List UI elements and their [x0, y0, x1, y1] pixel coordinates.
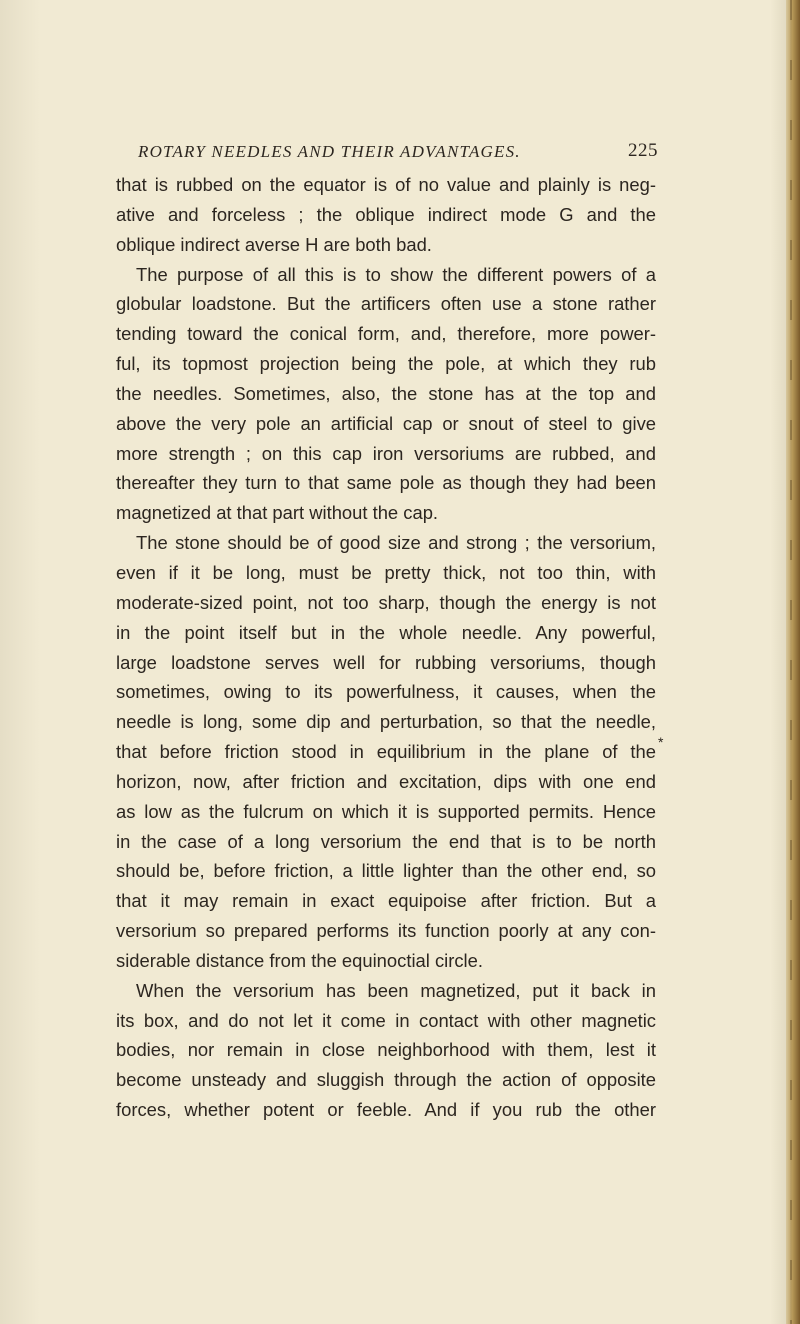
- text-line: that it may remain in exact equipoise after friction. But a: [116, 890, 656, 912]
- body-text: [116, 170, 656, 1125]
- text-line: the needles. Sometimes, also, the stone has at the top and: [116, 382, 656, 404]
- text-line: tending toward the conical form, and, therefore, more power-: [116, 323, 656, 345]
- text-line: even if it be long, must be pretty thick, not too thin, with: [116, 561, 656, 583]
- page-number: 225: [628, 140, 658, 161]
- text-line: in the point itself but in the whole needle. Any powerful,: [116, 621, 656, 643]
- text-line: versorium so prepared performs its function poorly at any con-: [116, 920, 656, 942]
- text-line: forces, whether potent or feeble. And if you rub the other: [116, 1099, 656, 1121]
- text-line: The purpose of all this is to show the different powers of a: [136, 263, 656, 285]
- text-line: as low as the fulcrum on which it is supported permits. Hence: [116, 800, 656, 822]
- text-line: sometimes, owing to its powerfulness, it causes, when the: [116, 681, 656, 703]
- text-line: thereafter they turn to that same pole as though they had been: [116, 472, 656, 494]
- text-line: ful, its topmost projection being the pole, at which they rub: [116, 353, 656, 375]
- text-line: needle is long, some dip and perturbation, so that the needle,: [116, 711, 656, 733]
- text-line: more strength ; on this cap iron versoriums are rubbed, and: [116, 442, 656, 464]
- running-head-title: ROTARY NEEDLES AND THEIR ADVANTAGES.: [138, 142, 521, 161]
- text-line: large loadstone serves well for rubbing versoriums, though: [116, 651, 656, 673]
- text-line: moderate-sized point, not too sharp, though the energy is not: [116, 591, 656, 613]
- text-line: The stone should be of good size and strong ; the versorium,: [136, 532, 656, 554]
- text-line: should be, before friction, a little lighter than the other end, so: [116, 860, 656, 882]
- text-line: that is rubbed on the equator is of no value and plainly is neg-: [116, 174, 656, 195]
- text-line: bodies, nor remain in close neighborhood with them, lest it: [116, 1039, 656, 1061]
- text-line: above the very pole an artificial cap or snout of steel to give: [116, 412, 656, 434]
- text-line: siderable distance from the equinoctial circle.: [116, 949, 483, 971]
- text-line: become unsteady and sluggish through the action of opposite: [116, 1069, 656, 1091]
- text-line: that before friction stood in equilibrium in the plane of the: [116, 741, 656, 763]
- text-line: globular loadstone. But the artificers often use a stone rather: [116, 293, 656, 315]
- text-line: its box, and do not let it come in contact with other magnetic: [116, 1009, 656, 1031]
- text-line: magnetized at that part without the cap.: [116, 502, 439, 524]
- text-line: ative and forceless ; the oblique indirect mode G and the: [116, 203, 656, 225]
- book-page-edge: [786, 0, 800, 1324]
- text-line: When the versorium has been magnetized, put it back in: [136, 979, 656, 1001]
- text-line: horizon, now, after friction and excitation, dips with one end: [116, 770, 656, 792]
- text-line: oblique indirect averse H are both bad.: [116, 233, 432, 255]
- text-line: in the case of a long versorium the end that is to be north: [116, 830, 656, 852]
- margin-asterisk: *: [658, 734, 664, 750]
- running-head: [138, 142, 658, 172]
